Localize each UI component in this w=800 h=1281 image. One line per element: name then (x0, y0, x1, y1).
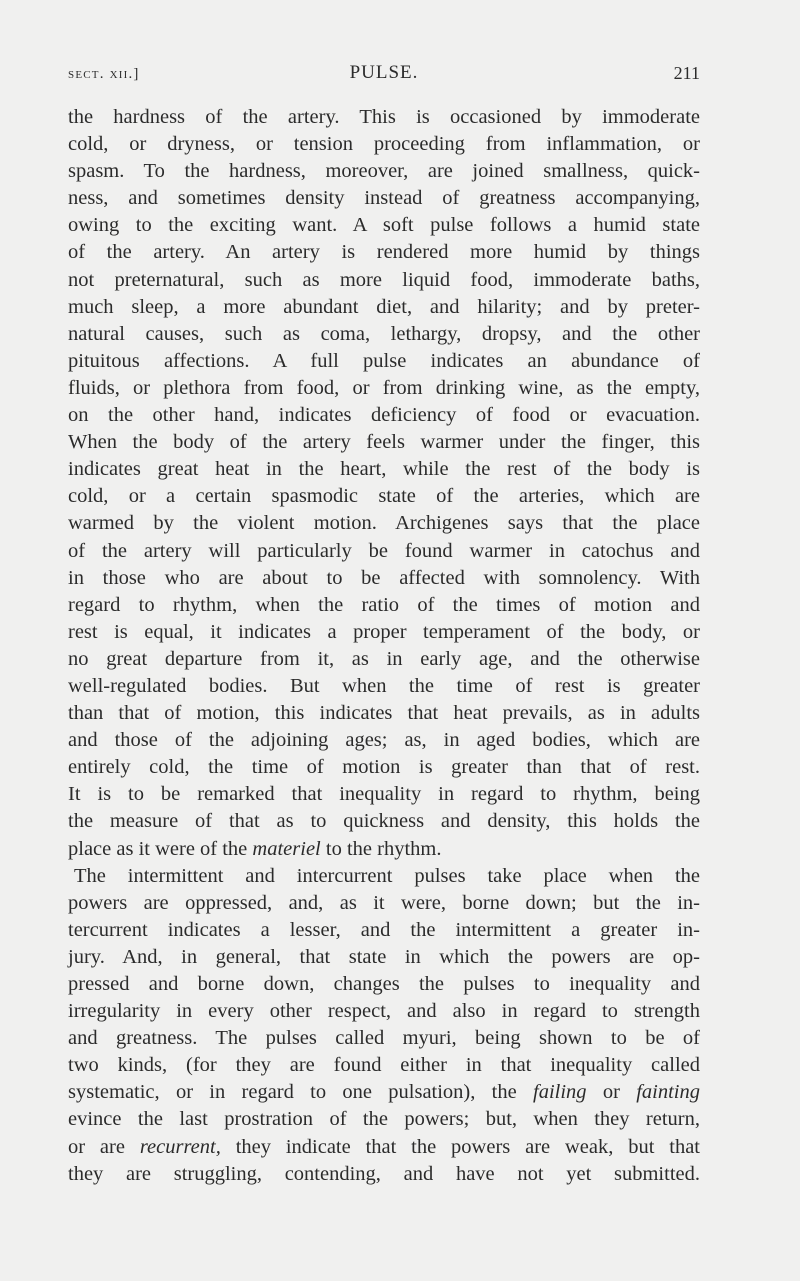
page-title: PULSE. (349, 62, 419, 83)
text-line (68, 1134, 700, 1161)
text-line: well-regulated bodies. But when the time of rest is greater (68, 674, 700, 697)
text-line: spasm. To the hardness, moreover, are joined smallness, quick- (68, 160, 700, 183)
text-line: entirely cold, the time of motion is greater than that of rest. (68, 756, 700, 779)
text-run: or (586, 1081, 637, 1104)
text-line-last (68, 836, 700, 863)
text-line: not preternatural, such as more liquid food, immoderate baths, (68, 268, 700, 291)
text-run: or are (68, 1135, 140, 1158)
text-line: It is to be remarked that inequality in regard to rhythm, being (68, 783, 700, 806)
text-line: and greatness. The pulses called myuri, being shown to be of (68, 1027, 700, 1050)
text-line: owing to the exciting want. A soft pulse follows a humid state (68, 214, 700, 237)
text-line: When the body of the artery feels warmer under the finger, this (68, 431, 700, 454)
text-line: powers are oppressed, and, as it were, borne down; but the in- (68, 891, 700, 914)
text-line: The intermittent and intercurrent pulses take place when the (74, 864, 700, 887)
text-line: irregularity in every other respect, and also in regard to strength (68, 1000, 700, 1023)
text-line: they are struggling, contending, and have not yet submitted. (68, 1162, 700, 1185)
text-run: systematic, or in regard to one pulsation), the (68, 1081, 533, 1104)
text-line: the measure of that as to quickness and density, this holds the (68, 810, 700, 833)
text-run: they indicate that the powers are weak, but that (220, 1135, 700, 1158)
text-line: and those of the adjoining ages; as, in aged bodies, which are (68, 729, 700, 752)
text-line: on the other hand, indicates deficiency of food or evacuation. (68, 404, 700, 427)
running-head (68, 62, 700, 90)
text-run: to the rhythm. (320, 837, 442, 860)
text-line: of the artery will particularly be found warmer in catochus and (68, 539, 700, 562)
text-line: tercurrent indicates a lesser, and the intermittent a greater in- (68, 918, 700, 941)
text-line (68, 1079, 700, 1106)
text-run: place as it were of the (68, 837, 253, 860)
text-line: than that of motion, this indicates that heat prevails, as in adults (68, 702, 700, 725)
body-text (68, 104, 700, 1188)
text-line: pressed and borne down, changes the pulses to inequality and (68, 973, 700, 995)
text-line: rest is equal, it indicates a proper temperament of the body, or (68, 620, 700, 643)
paragraph-2 (68, 863, 700, 1188)
text-line: no great departure from it, as in early age, and the otherwise (68, 647, 700, 670)
paragraph-1 (68, 104, 700, 863)
text-line: much sleep, a more abundant diet, and hilarity; and by preter- (68, 295, 700, 318)
italic-term: fainting (636, 1081, 700, 1104)
text-line: jury. And, in general, that state in which the powers are op- (68, 945, 700, 968)
italic-term: recurrent, (139, 1135, 221, 1158)
italic-term: materiel (252, 837, 321, 860)
page-number: 211 (673, 63, 700, 83)
text-line: cold, or dryness, or tension proceeding from inflammation, or (68, 133, 700, 156)
text-line: the hardness of the artery. This is occasioned by immoderate (68, 106, 700, 128)
section-label: sect. xii.] (68, 66, 140, 82)
text-line: cold, or a certain spasmodic state of the arteries, which are (68, 485, 700, 508)
text-line: ness, and sometimes density instead of greatness accompanying, (68, 187, 700, 210)
text-line: evince the last prostration of the powers; but, when they return, (68, 1108, 700, 1131)
text-line: fluids, or plethora from food, or from drinking wine, as the empty, (68, 376, 700, 399)
text-line: regard to rhythm, when the ratio of the times of motion and (68, 593, 700, 616)
text-line: natural causes, such as coma, lethargy, dropsy, and the other (68, 322, 700, 345)
text-line: in those who are about to be affected with somnolency. With (68, 566, 700, 589)
text-line: of the artery. An artery is rendered more humid by things (68, 241, 700, 264)
text-line: pituitous affections. A full pulse indicates an abundance of (68, 349, 700, 372)
italic-term: failing (533, 1081, 587, 1104)
text-line: two kinds, (for they are found either in that inequality called (68, 1054, 700, 1077)
text-line: indicates great heat in the heart, while the rest of the body is (68, 458, 700, 481)
text-line: warmed by the violent motion. Archigenes says that the place (68, 512, 700, 535)
